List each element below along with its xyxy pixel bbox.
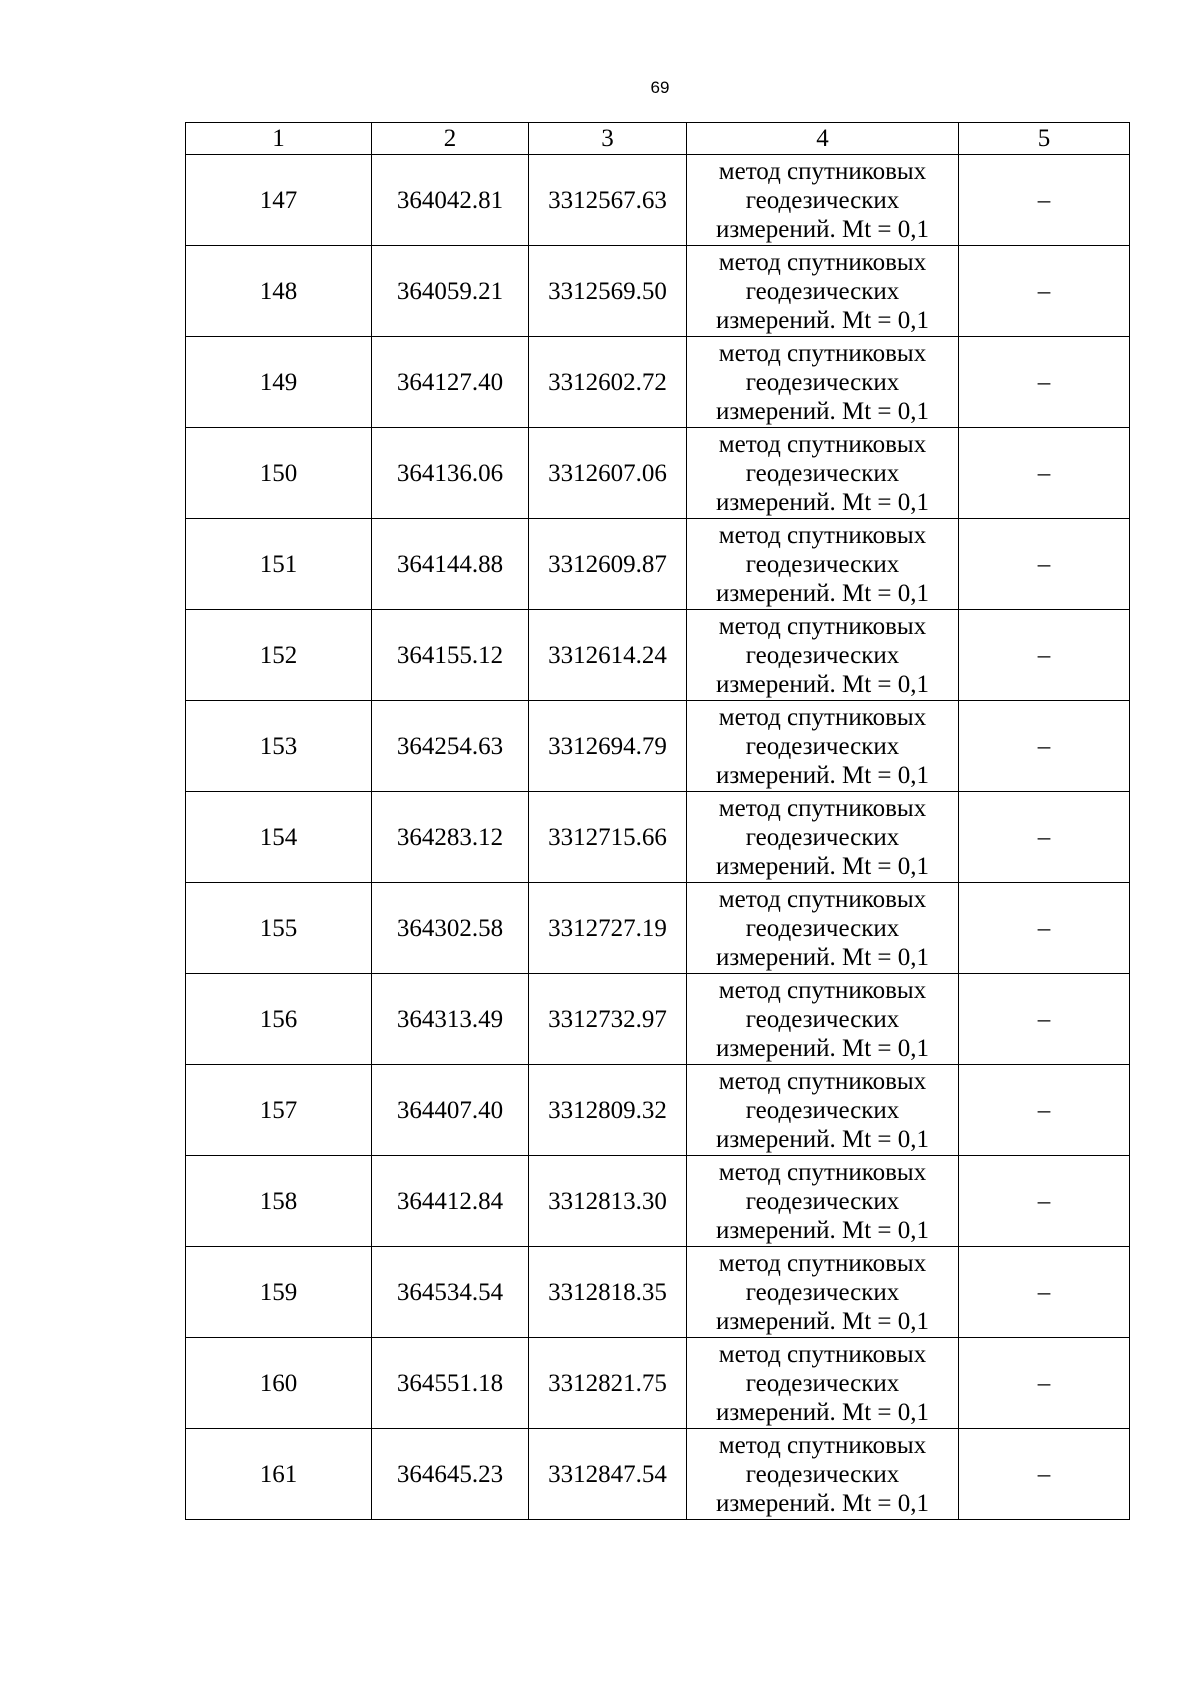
method-line: геодезических [745,277,900,305]
table-body [186,123,1130,1520]
table-row [186,519,1130,610]
x-coordinate-cell: 364283.12 [372,792,529,883]
y-coordinate-cell: 3312602.72 [529,337,687,428]
note-cell: – [959,246,1130,337]
note-cell: – [959,155,1130,246]
note-cell: – [959,1338,1130,1429]
method-line: геодезических [745,550,900,578]
column-header-2: 2 [372,123,529,155]
method-line: геодезических [745,1278,900,1306]
method-line: геодезических [745,1187,900,1215]
x-coordinate-cell: 364313.49 [372,974,529,1065]
page-number: 69 [650,78,670,97]
method-cell [687,701,959,792]
method-line: геодезических [745,1460,900,1488]
method-line: измерений. Mt = 0,1 [715,1216,930,1244]
x-coordinate-cell: 364407.40 [372,1065,529,1156]
method-line: измерений. Mt = 0,1 [715,397,930,425]
x-coordinate-cell: 364412.84 [372,1156,529,1247]
column-header-5: 5 [959,123,1130,155]
note-cell: – [959,974,1130,1065]
y-coordinate-cell: 3312732.97 [529,974,687,1065]
method-line: метод спутниковых [718,612,927,640]
table-row [186,1156,1130,1247]
y-coordinate-cell: 3312818.35 [529,1247,687,1338]
x-coordinate-cell: 364302.58 [372,883,529,974]
method-line: метод спутниковых [718,248,927,276]
method-cell [687,883,959,974]
point-number-cell: 151 [186,519,372,610]
method-line: геодезических [745,1005,900,1033]
method-cell [687,1156,959,1247]
method-line: измерений. Mt = 0,1 [715,488,930,516]
y-coordinate-cell: 3312694.79 [529,701,687,792]
y-coordinate-cell: 3312607.06 [529,428,687,519]
x-coordinate-cell: 364254.63 [372,701,529,792]
method-line: метод спутниковых [718,521,927,549]
method-line: измерений. Mt = 0,1 [715,1489,930,1517]
method-line: метод спутниковых [718,1431,927,1459]
note-cell: – [959,1429,1130,1520]
method-cell [687,519,959,610]
column-header-3: 3 [529,123,687,155]
method-cell [687,246,959,337]
point-number-cell: 161 [186,1429,372,1520]
note-cell: – [959,337,1130,428]
method-line: метод спутниковых [718,430,927,458]
method-line: метод спутниковых [718,1158,927,1186]
method-cell [687,1247,959,1338]
note-cell: – [959,428,1130,519]
method-line: измерений. Mt = 0,1 [715,306,930,334]
method-line: измерений. Mt = 0,1 [715,852,930,880]
method-line: измерений. Mt = 0,1 [715,1398,930,1426]
point-number-cell: 152 [186,610,372,701]
column-header-1: 1 [186,123,372,155]
y-coordinate-cell: 3312847.54 [529,1429,687,1520]
note-cell: – [959,701,1130,792]
table-row [186,337,1130,428]
note-cell: – [959,1065,1130,1156]
table-row [186,428,1130,519]
y-coordinate-cell: 3312569.50 [529,246,687,337]
method-line: измерений. Mt = 0,1 [715,579,930,607]
point-number-cell: 147 [186,155,372,246]
x-coordinate-cell: 364645.23 [372,1429,529,1520]
method-line: метод спутниковых [718,1249,927,1277]
y-coordinate-cell: 3312609.87 [529,519,687,610]
method-cell [687,1429,959,1520]
y-coordinate-cell: 3312567.63 [529,155,687,246]
method-cell [687,610,959,701]
method-line: измерений. Mt = 0,1 [715,1307,930,1335]
y-coordinate-cell: 3312614.24 [529,610,687,701]
method-cell [687,428,959,519]
method-line: геодезических [745,459,900,487]
point-number-cell: 157 [186,1065,372,1156]
method-cell [687,155,959,246]
method-line: метод спутниковых [718,1340,927,1368]
x-coordinate-cell: 364551.18 [372,1338,529,1429]
x-coordinate-cell: 364144.88 [372,519,529,610]
method-line: измерений. Mt = 0,1 [715,1034,930,1062]
table-row [186,1065,1130,1156]
point-number-cell: 150 [186,428,372,519]
method-line: геодезических [745,732,900,760]
x-coordinate-cell: 364059.21 [372,246,529,337]
method-line: метод спутниковых [718,794,927,822]
table-row [186,883,1130,974]
header-row [186,123,1130,155]
y-coordinate-cell: 3312809.32 [529,1065,687,1156]
method-line: измерений. Mt = 0,1 [715,943,930,971]
y-coordinate-cell: 3312727.19 [529,883,687,974]
point-number-cell: 149 [186,337,372,428]
method-line: метод спутниковых [718,703,927,731]
method-line: геодезических [745,1096,900,1124]
note-cell: – [959,883,1130,974]
table-row [186,610,1130,701]
method-line: измерений. Mt = 0,1 [715,1125,930,1153]
method-cell [687,1338,959,1429]
method-line: измерений. Mt = 0,1 [715,761,930,789]
method-cell [687,337,959,428]
table-row [186,701,1130,792]
method-line: геодезических [745,823,900,851]
method-line: метод спутниковых [718,339,927,367]
point-number-cell: 156 [186,974,372,1065]
note-cell: – [959,610,1130,701]
table-row [186,155,1130,246]
table-row [186,1338,1130,1429]
point-number-cell: 160 [186,1338,372,1429]
note-cell: – [959,519,1130,610]
column-header-4: 4 [687,123,959,155]
method-line: геодезических [745,641,900,669]
method-cell [687,974,959,1065]
method-line: геодезических [745,914,900,942]
method-line: геодезических [745,186,900,214]
method-line: геодезических [745,368,900,396]
y-coordinate-cell: 3312813.30 [529,1156,687,1247]
method-line: метод спутниковых [718,885,927,913]
point-number-cell: 154 [186,792,372,883]
method-line: метод спутниковых [718,157,927,185]
y-coordinate-cell: 3312821.75 [529,1338,687,1429]
table-row [186,1429,1130,1520]
x-coordinate-cell: 364155.12 [372,610,529,701]
y-coordinate-cell: 3312715.66 [529,792,687,883]
method-line: измерений. Mt = 0,1 [715,215,930,243]
note-cell: – [959,1247,1130,1338]
table-row [186,974,1130,1065]
method-cell [687,792,959,883]
point-number-cell: 159 [186,1247,372,1338]
method-line: измерений. Mt = 0,1 [715,670,930,698]
point-number-cell: 158 [186,1156,372,1247]
point-number-cell: 153 [186,701,372,792]
x-coordinate-cell: 364136.06 [372,428,529,519]
coordinates-table [185,122,1130,1520]
x-coordinate-cell: 364042.81 [372,155,529,246]
note-cell: – [959,1156,1130,1247]
x-coordinate-cell: 364127.40 [372,337,529,428]
x-coordinate-cell: 364534.54 [372,1247,529,1338]
table-row [186,792,1130,883]
table-row [186,1247,1130,1338]
point-number-cell: 155 [186,883,372,974]
method-line: метод спутниковых [718,976,927,1004]
note-cell: – [959,792,1130,883]
table-row [186,246,1130,337]
point-number-cell: 148 [186,246,372,337]
method-cell [687,1065,959,1156]
method-line: геодезических [745,1369,900,1397]
method-line: метод спутниковых [718,1067,927,1095]
